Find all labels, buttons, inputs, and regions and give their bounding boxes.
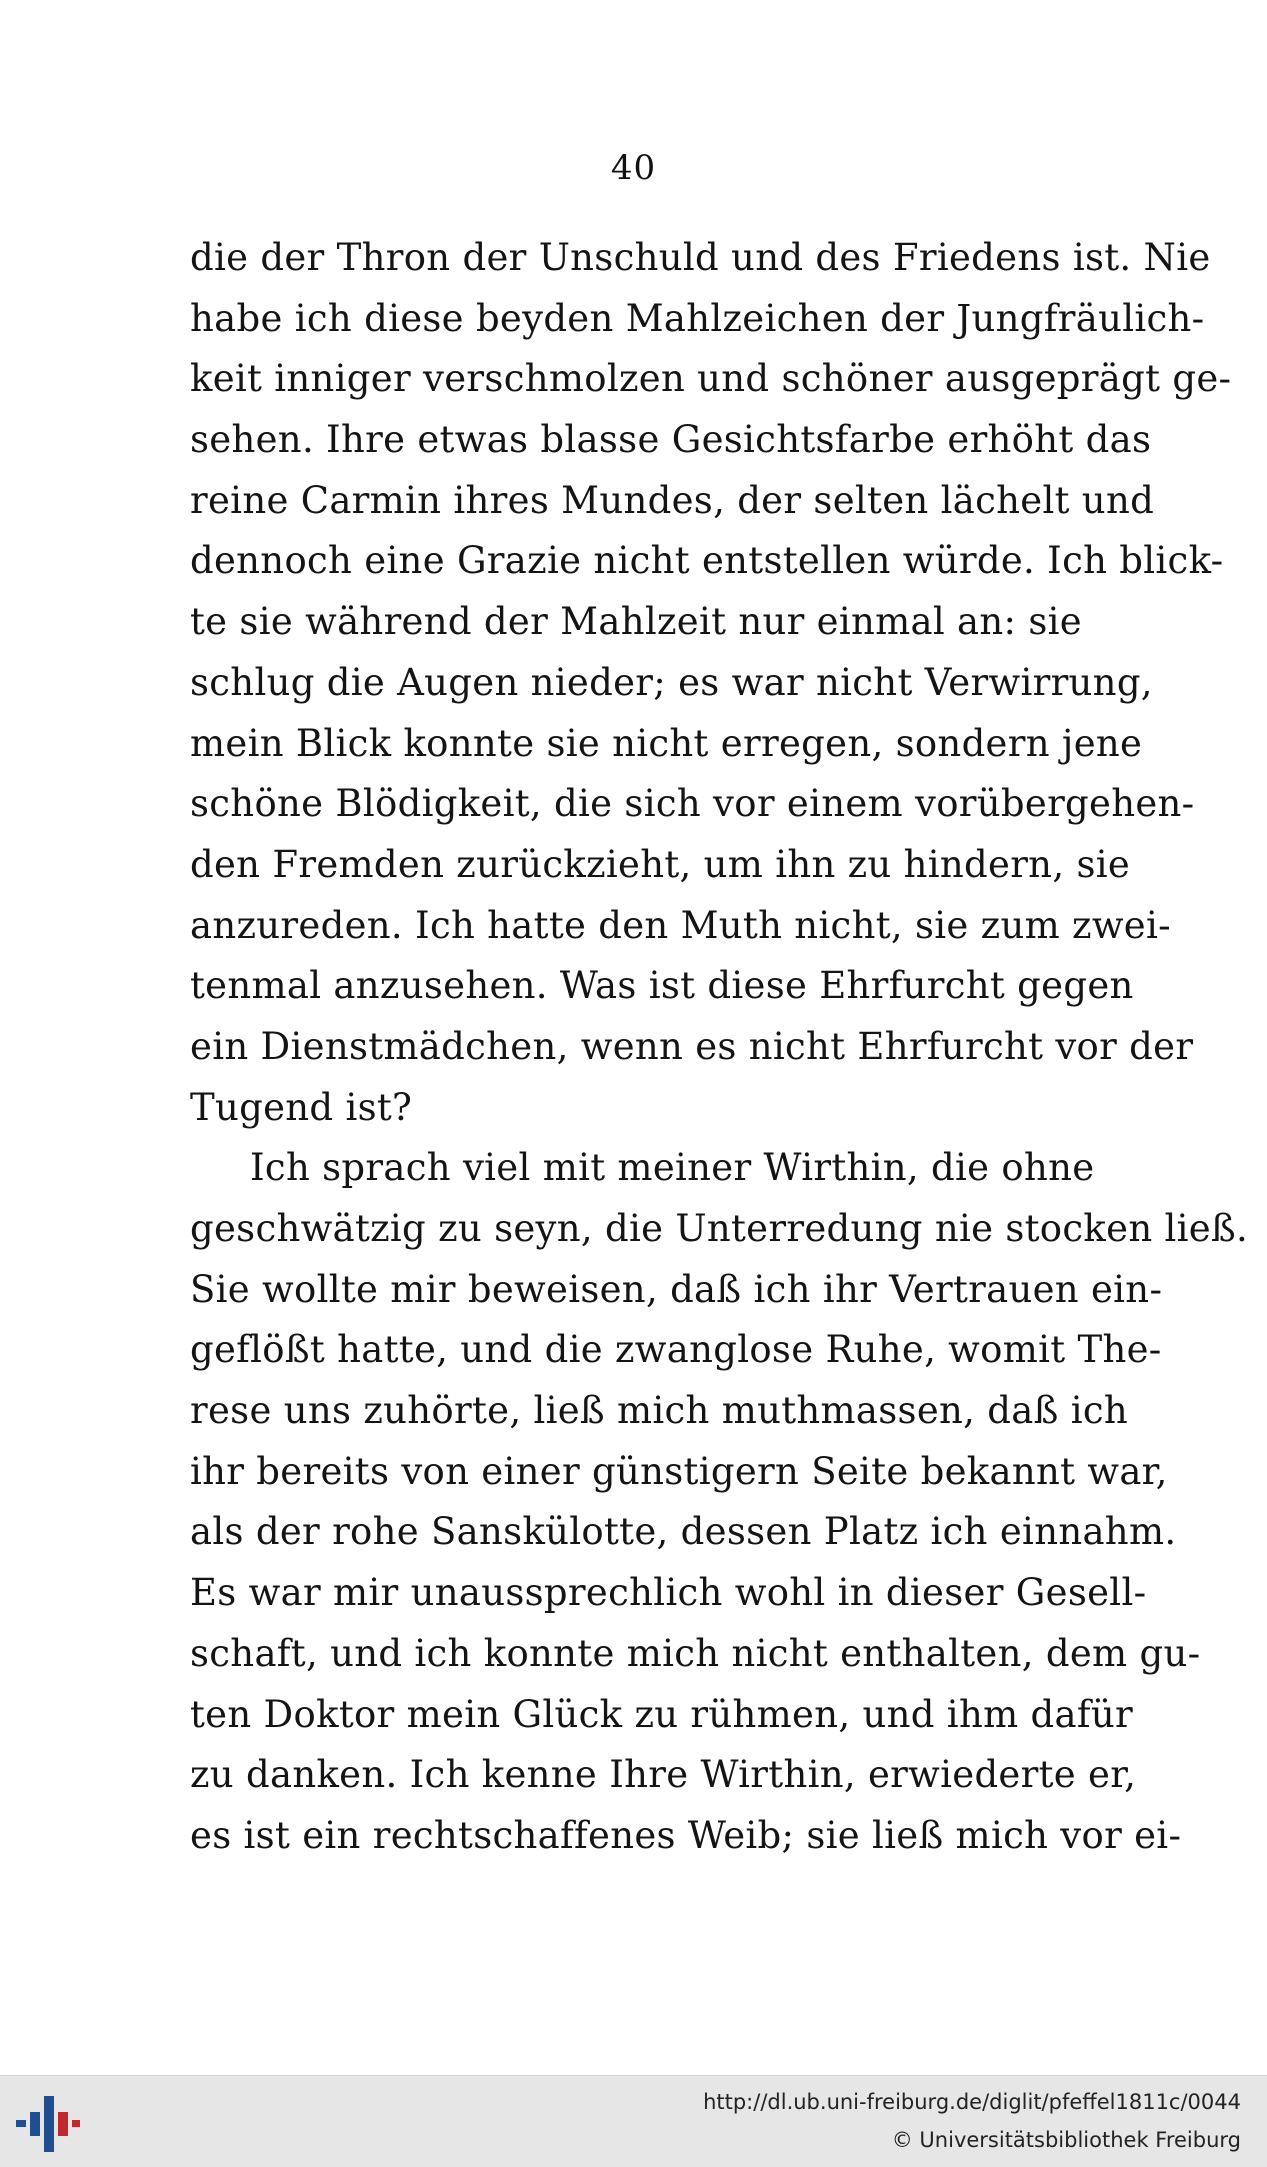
text-line: ten Doktor mein Glück zu rühmen, und ihm dafür <box>190 1692 1133 1736</box>
text-line: sehen. Ihre etwas blasse Gesichtsfarbe erhöht das <box>190 418 1152 462</box>
text-line: te sie während der Mahlzeit nur einmal an: sie <box>190 600 1082 644</box>
viewer-footer <box>0 2075 1267 2167</box>
text-line: Sie wollte mir beweisen, daß ich ihr Vertrauen ein- <box>190 1267 1163 1311</box>
permalink-url[interactable]: http://dl.ub.uni-freiburg.de/diglit/pfeffel1811c/0044 <box>703 2090 1241 2114</box>
text-line: geschwätzig zu seyn, die Unterredung nie stocken ließ. <box>190 1207 1249 1250</box>
text-line: Ich sprach viel mit meiner Wirthin, die ohne <box>250 1146 1095 1190</box>
ub-freiburg-logo-icon[interactable] <box>16 2096 80 2152</box>
text-line: schöne Blödigkeit, die sich vor einem vorübergehen- <box>190 782 1195 826</box>
text-line: dennoch eine Grazie nicht entstellen würde. Ich blick- <box>190 539 1224 583</box>
text-line: schlug die Augen nieder; es war nicht Verwirrung, <box>190 660 1153 704</box>
text-line: die der Thron der Unschuld und des Friedens ist. Nie <box>190 236 1211 279</box>
text-line: Es war mir unaussprechlich wohl in dieser Gesell- <box>190 1571 1147 1615</box>
text-line: ihr bereits von einer günstigern Seite bekannt war, <box>190 1449 1168 1493</box>
copyright-notice: © Universitätsbibliothek Freiburg <box>891 2128 1241 2152</box>
text-line: den Fremden zurückzieht, um ihn zu hindern, sie <box>190 842 1131 886</box>
text-line: mein Blick konnte sie nicht erregen, sondern jene <box>190 721 1143 765</box>
text-line: keit inniger verschmolzen und schöner ausgeprägt ge- <box>190 357 1232 401</box>
text-line: rese uns zuhörte, ließ mich muthmassen, daß ich <box>190 1389 1128 1433</box>
text-line: reine Carmin ihres Mundes, der selten lächelt und <box>190 478 1155 522</box>
text-line: habe ich diese beyden Mahlzeichen der Jungfräulich- <box>190 296 1205 340</box>
text-line: schaft, und ich konnte mich nicht enthalten, dem gu- <box>190 1631 1201 1675</box>
text-line: zu danken. Ich kenne Ihre Wirthin, erwiederte er, <box>190 1753 1137 1797</box>
text-line: anzureden. Ich hatte den Muth nicht, sie zum zwei- <box>190 903 1171 947</box>
text-line: als der rohe Sanskülotte, dessen Platz ich einnahm. <box>190 1510 1177 1554</box>
text-line: ein Dienstmädchen, wenn es nicht Ehrfurcht vor der <box>190 1024 1194 1068</box>
text-line: Tugend ist? <box>190 1085 413 1129</box>
text-line: es ist ein rechtschaffenes Weib; sie ließ mich vor ei- <box>190 1813 1182 1857</box>
text-line: tenmal anzusehen. Was ist diese Ehrfurcht gegen <box>190 964 1134 1008</box>
text-line: geflößt hatte, und die zwanglose Ruhe, womit The- <box>190 1328 1162 1372</box>
page-number: 40 <box>610 148 657 188</box>
body-text <box>190 228 1249 1867</box>
